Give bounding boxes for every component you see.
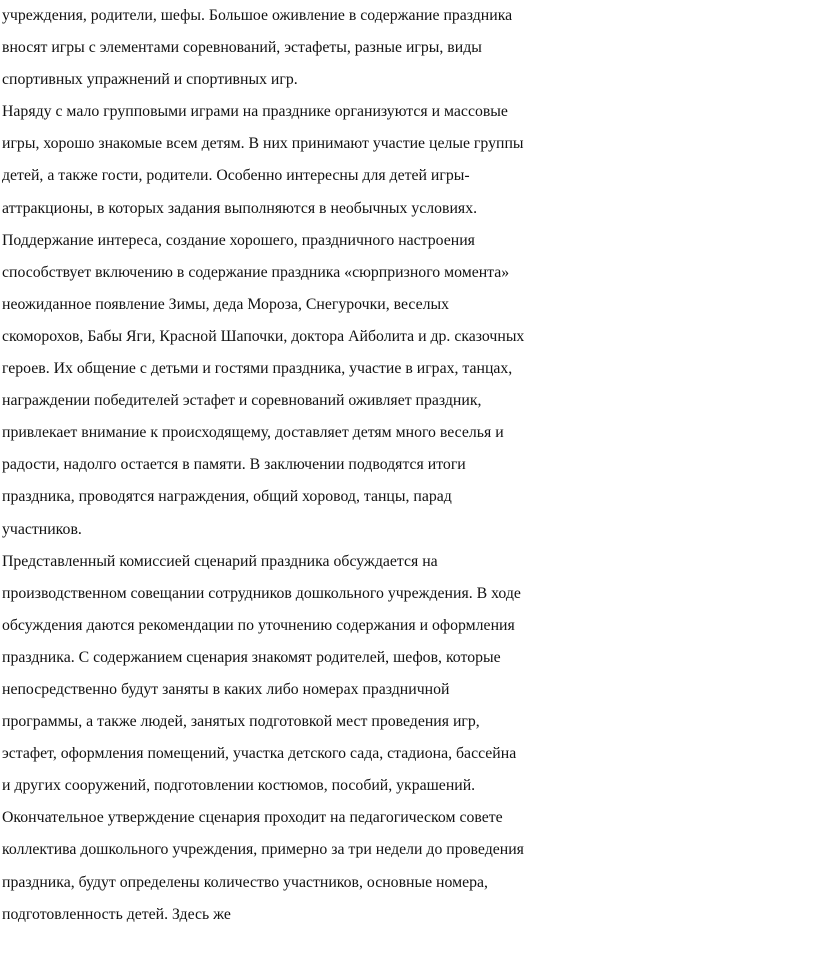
text-line: и других сооружений, подготовлении костюмов, пособий, украшений.: [2, 777, 476, 795]
text-line: Представленный комиссией сценарий праздника обсуждается на: [2, 552, 438, 570]
text-line: праздника. С содержанием сценария знакомят родителей, шефов, которые: [2, 648, 501, 666]
text-line: радости, надолго остается в памяти. В заключении подводятся итоги: [2, 456, 466, 474]
text-line: привлекает внимание к происходящему, доставляет детям много веселья и: [2, 424, 504, 442]
text-line: спортивных упражнений и спортивных игр.: [2, 71, 298, 89]
text-line: подготовленность детей. Здесь же: [2, 905, 231, 923]
text-line: неожиданное появление Зимы, деда Мороза, Снегурочки, веселых: [2, 295, 450, 313]
text-line: аттракционы, в которых задания выполняются в необычных условиях.: [2, 199, 478, 217]
text-line: коллектива дошкольного учреждения, примерно за три недели до проведения: [2, 841, 524, 859]
text-line: героев. Их общение с детьми и гостями праздника, участие в играх, танцах,: [2, 360, 513, 378]
text-line: детей, а также гости, родители. Особенно интересны для детей игры-: [2, 167, 470, 185]
text-line: обсуждения даются рекомендации по уточнению содержания и оформления: [2, 616, 515, 634]
text-line: Окончательное утверждение сценария проходит на педагогическом совете: [2, 809, 503, 827]
text-line: участников.: [2, 520, 82, 538]
text-line: эстафет, оформления помещений, участка детского сада, стадиона, бассейна: [2, 745, 517, 763]
text-line: праздника, проводятся награждения, общий хоровод, танцы, парад: [2, 488, 452, 506]
text-line: вносят игры с элементами соревнований, эстафеты, разные игры, виды: [2, 39, 482, 57]
text-line: праздника, будут определены количество участников, основные номера,: [2, 873, 488, 891]
text-line: игры, хорошо знакомые всем детям. В них принимают участие целые группы: [2, 135, 524, 153]
text-line: непосредственно будут заняты в каких либо номерах праздничной: [2, 680, 450, 698]
text-line: учреждения, родители, шефы. Большое оживление в содержание праздника: [2, 7, 513, 24]
text-line: скоморохов, Бабы Яги, Красной Шапочки, доктора Айболита и др. сказочных: [2, 327, 525, 345]
text-line: программы, а также людей, занятых подготовкой мест проведения игр,: [2, 713, 480, 731]
text-line: награждении победителей эстафет и соревнований оживляет праздник,: [2, 392, 482, 410]
text-line: Наряду с мало групповыми играми на празднике организуются и массовые: [2, 103, 508, 121]
text-line: производственном совещании сотрудников дошкольного учреждения. В ходе: [2, 584, 521, 602]
text-line: Поддержание интереса, создание хорошего, праздничного настроения: [2, 231, 475, 249]
text-line: способствует включению в содержание праздника «сюрпризного момента»: [2, 263, 510, 281]
